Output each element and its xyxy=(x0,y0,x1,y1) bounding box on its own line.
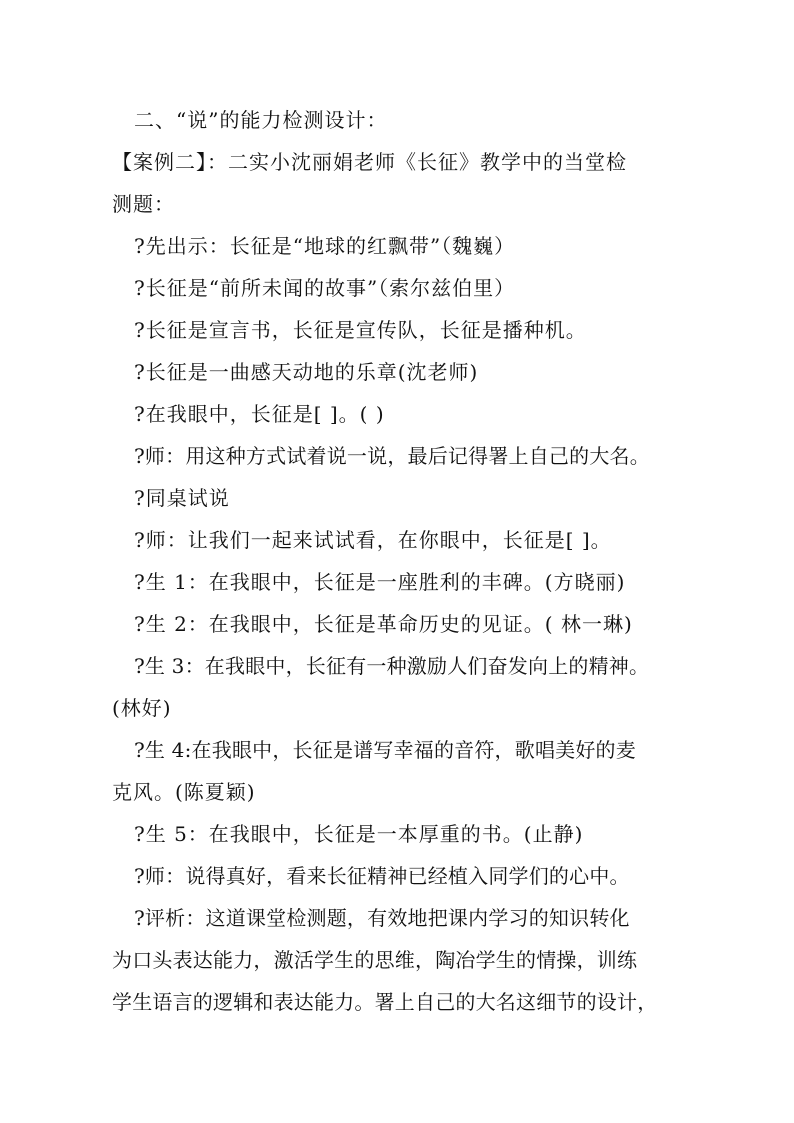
paragraph-line: 为口头表达能力，激活学生的思维，陶冶学生的情操，训练 xyxy=(112,948,638,972)
paragraph-line: 学生语言的逻辑和表达能力。署上自己的大名这细节的设计， xyxy=(112,990,658,1014)
paragraph-line: ?生 1：在我眼中，长征是一座胜利的丰碑。(方晓丽) xyxy=(134,570,626,594)
paragraph-line: (林好) xyxy=(112,696,172,720)
paragraph-line: ?生 2：在我眼中，长征是革命历史的见证。( 林一琳) xyxy=(134,612,633,636)
paragraph-line: ?师：让我们一起来试试看，在你眼中，长征是[ ]。 xyxy=(134,528,612,552)
paragraph-line: ?长征是一曲感天动地的乐章(沈老师) xyxy=(134,360,479,384)
case-title-line-1: 【案例二】：二实小沈丽娟老师《长征》教学中的当堂检 xyxy=(112,150,627,174)
paragraph-line: ?生 5：在我眼中，长征是一本厚重的书。(止静) xyxy=(134,822,584,846)
paragraph-line: ?生 4:在我眼中，长征是谱写幸福的音符，歌唱美好的麦 xyxy=(134,738,636,762)
paragraph-line: ?长征是宣言书，长征是宣传队，长征是播种机。 xyxy=(134,318,587,342)
paragraph-line: ?师：说得真好，看来长征精神已经植入同学们的心中。 xyxy=(134,864,630,888)
section-heading: 二、“说”的能力检测设计： xyxy=(134,108,388,132)
paragraph-line: ?长征是“前所未闻的故事”（索尔兹伯里） xyxy=(134,276,516,300)
paragraph-line: ?评析：这道课堂检测题，有效地把课内学习的知识转化 xyxy=(134,906,630,930)
paragraph-line: 克风。(陈夏颖) xyxy=(112,780,256,804)
case-title-line-2: 测题： xyxy=(112,192,175,216)
paragraph-line: ?在我眼中，长征是[ ]。( ) xyxy=(134,402,385,426)
paragraph-line: ?同桌试说 xyxy=(134,486,230,510)
paragraph-line: ?师：用这种方式试着说一说，最后记得署上自己的大名。 xyxy=(134,444,650,468)
paragraph-line: ?生 3：在我眼中，长征有一种激励人们奋发向上的精神。 xyxy=(134,654,650,678)
paragraph-line: ?先出示：长征是“地球的红飘带”（魏巍） xyxy=(134,234,516,258)
